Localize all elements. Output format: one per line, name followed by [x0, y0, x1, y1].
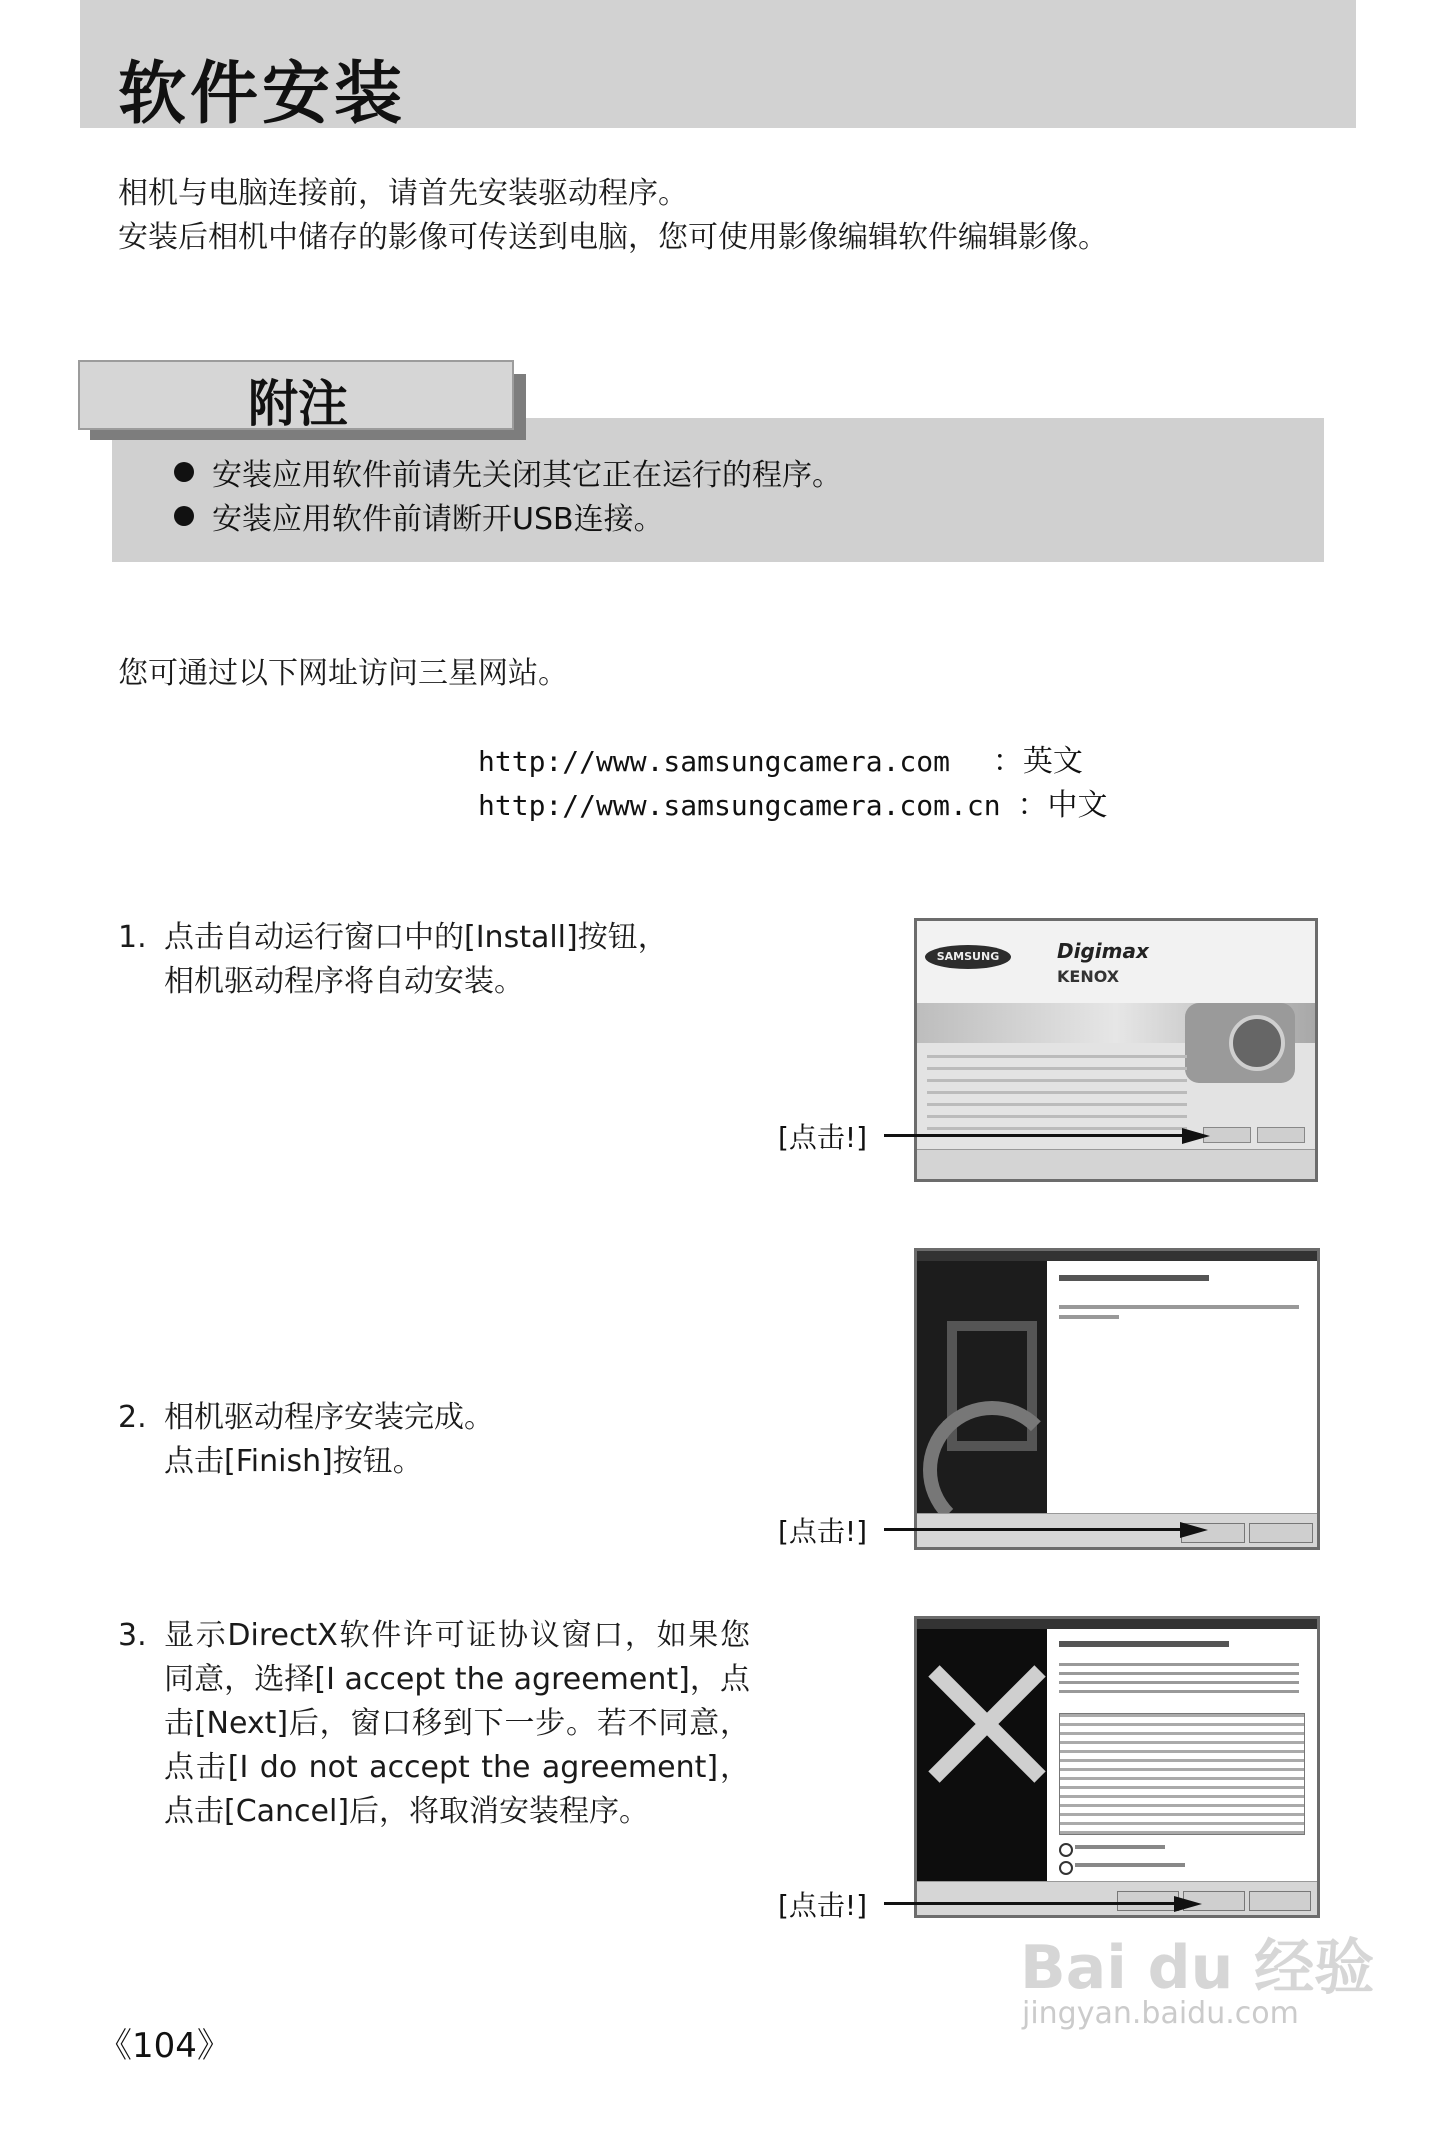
wizard-side-panel — [917, 1261, 1047, 1513]
cancel-button[interactable] — [1249, 1523, 1313, 1543]
page-title: 软件安装 — [118, 55, 407, 134]
page-number: 《104》 — [98, 2026, 231, 2066]
step-1-line-2: 相机驱动程序将自动安装。 — [164, 964, 524, 999]
visit-text: 您可通过以下网址访问三星网站。 — [118, 656, 568, 691]
intro-line-1: 相机与电脑连接前，请首先安装驱动程序。 — [118, 176, 688, 211]
decline-radio[interactable] — [1059, 1861, 1073, 1875]
arrow-1 — [884, 1134, 1184, 1137]
cancel-button[interactable] — [1249, 1891, 1311, 1911]
arrow-head-icon — [1182, 1128, 1210, 1144]
license-textbox[interactable] — [1059, 1713, 1305, 1835]
note-item-1: 安装应用软件前请先关闭其它正在运行的程序。 — [212, 458, 842, 493]
digimax-logo: Digimax — [1057, 939, 1149, 963]
url-lang-chinese: ：中文 — [1017, 788, 1108, 823]
arrow-head-icon — [1174, 1896, 1202, 1912]
arrow-3 — [884, 1902, 1176, 1905]
url-english[interactable]: http://www.samsungcamera.com — [478, 745, 951, 778]
step-3-number: 3. — [118, 1618, 147, 1653]
watermark-url: jingyan.baidu.com — [1022, 1996, 1299, 2031]
intro-line-2: 安装后相机中储存的影像可传送到电脑，您可使用影像编辑软件编辑影像。 — [118, 220, 1108, 255]
step-1-line-1: 点击自动运行窗口中的[Install]按钮， — [164, 920, 668, 955]
arrow-2 — [884, 1528, 1182, 1531]
url-line-english — [478, 736, 1083, 780]
kenox-logo: KENOX — [1057, 967, 1120, 986]
note-title: 附注 — [248, 375, 348, 433]
arrow-head-icon — [1180, 1522, 1208, 1538]
back-button[interactable] — [1117, 1891, 1179, 1911]
step-1-number: 1. — [118, 920, 147, 955]
accept-radio[interactable] — [1059, 1843, 1073, 1857]
directx-logo-panel — [917, 1629, 1047, 1881]
directx-license-screenshot — [914, 1616, 1320, 1918]
watermark-logo: Bai du 经验 — [1020, 1933, 1375, 2003]
click-label-2: [点击!] — [778, 1515, 868, 1548]
note-item-2: 安装应用软件前请断开USB连接。 — [212, 502, 664, 537]
step-1-text — [164, 916, 668, 1004]
step-3-text: 显示DirectX软件许可证协议窗口，如果您同意，选择[I accept the agreement]，点击[Next]后，窗口移到下一步。若不同意，点击[I do not accept the agreement]，点击[Cancel]后，将取消安装程序。 — [164, 1618, 750, 1829]
bullet-icon — [174, 506, 194, 526]
install-finish-screenshot — [914, 1248, 1320, 1550]
install-button[interactable] — [1203, 1127, 1251, 1143]
url-line-chinese — [478, 780, 1107, 824]
click-label-1: [点击!] — [778, 1121, 868, 1154]
url-chinese[interactable]: http://www.samsungcamera.com.cn — [478, 789, 1001, 822]
step-2-line-2: 点击[Finish]按钮。 — [164, 1444, 423, 1479]
samsung-logo: SAMSUNG — [925, 945, 1011, 969]
step-2-text — [164, 1396, 494, 1484]
exit-button[interactable] — [1257, 1127, 1305, 1143]
autorun-window-screenshot — [914, 918, 1318, 1182]
bullet-icon — [174, 462, 194, 482]
step-2-line-1: 相机驱动程序安装完成。 — [164, 1400, 494, 1435]
camera-image — [1185, 1003, 1295, 1083]
url-lang-english: ：英文 — [992, 744, 1083, 779]
click-label-3: [点击!] — [778, 1889, 868, 1922]
step-2-number: 2. — [118, 1400, 147, 1435]
